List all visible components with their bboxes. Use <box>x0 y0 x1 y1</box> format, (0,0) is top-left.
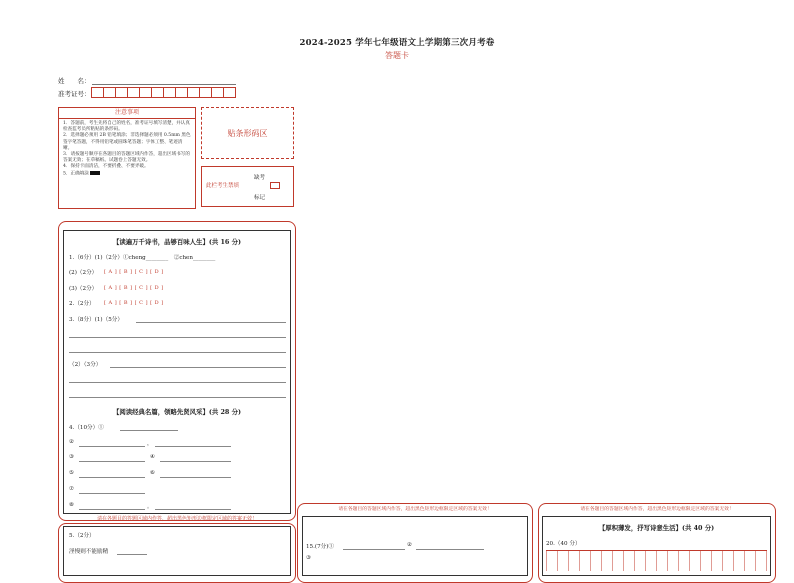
q20-label: 20.（40 分） <box>546 541 581 547</box>
section1-title: 【读遍万千诗书，品够百味人生】(共 16 分) <box>112 238 242 246</box>
exam-title: 2024-2025 学年七年级语文上学期第三次月考卷 <box>299 38 495 48</box>
answer-line[interactable] <box>69 337 286 338</box>
answer-line[interactable] <box>136 322 286 323</box>
notice-item: 3．请按题号顺序在各题目的答题区域内作答，超出区域书写的答案无效；在草稿纸、试题卷上答题无效。 <box>63 152 190 164</box>
answer-line[interactable] <box>155 509 231 510</box>
answer-sheet-label: 答题卡 <box>385 51 409 60</box>
right-boundary-warning: 请在各题目的答题区域内作答，超出黑色矩形边框限定区域的答案无效！ <box>580 507 734 512</box>
answer-line[interactable] <box>79 493 145 494</box>
answer-line[interactable] <box>79 446 145 447</box>
answer-line[interactable] <box>343 549 405 550</box>
answer-line[interactable] <box>69 382 286 383</box>
section2-title: 【阅读经典名篇，领略先贤风采】(共 28 分) <box>112 408 242 416</box>
q3-label: 3.（8分）(1)（5分） <box>69 317 123 323</box>
composition-grid[interactable] <box>546 550 767 571</box>
q1-2-label: (2)（2分） <box>69 270 98 276</box>
answer-line[interactable] <box>155 446 231 447</box>
notice-item: 2．选择题必须用 2B 铅笔填涂；非选择题必须用 0.5mm 黑色签字笔答题，不得用铅笔或圆珠笔答题；字体工整、笔迹清晰。 <box>63 133 191 151</box>
q4-blank-7: ⑦ <box>69 486 75 492</box>
q4-period: 。 <box>147 504 153 510</box>
barcode-label: 贴条形码区 <box>227 128 268 138</box>
middle-boundary-warning: 请在各题目的答题区域内作答，超出黑色矩形边框限定区域的答案无效！ <box>338 507 492 512</box>
fill-sample-mark <box>90 171 100 175</box>
boundary-warning: 请在各题目的答题区域内作答，超出黑色矩形边框限定区域的答案无效！ <box>96 516 257 522</box>
absent-notice: 此栏考生禁填 <box>206 183 240 189</box>
q1-text: 1.（6分）(1)（2分）①cheng________ ②chen________ <box>69 255 216 261</box>
absent-box <box>201 166 294 207</box>
notice-item: 4．保持卡面清洁，不要折叠、不要弄破。 <box>63 164 149 170</box>
answer-line[interactable] <box>69 397 286 398</box>
composition-title: 【厚积薄发，抒写诗意生活】(共 40 分) <box>598 524 715 532</box>
answer-line[interactable] <box>120 430 178 431</box>
q1-3-choices[interactable]: [ A ] [ B ] [ C ] [ D ] <box>104 285 164 291</box>
q15-blank-3: ③ <box>306 555 312 561</box>
q4-blank-2: ② <box>69 439 75 445</box>
q1-2-choices[interactable]: [ A ] [ B ] [ C ] [ D ] <box>104 269 164 275</box>
answer-line[interactable] <box>79 477 145 478</box>
barcode-area <box>201 107 294 159</box>
absent-label-1: 缺考 <box>254 175 266 181</box>
answer-line[interactable] <box>69 352 286 353</box>
q4-blank-5: ⑤ <box>69 470 75 476</box>
q3-2-label: （2）（3分） <box>69 362 102 368</box>
q4-blank-6: ⑥ <box>150 470 156 476</box>
name-field[interactable] <box>92 76 236 85</box>
answer-line[interactable] <box>117 554 147 555</box>
q4-blank-8: ⑧ <box>69 502 75 508</box>
id-label: 准考证号： <box>58 90 91 98</box>
middle-answer-frame <box>302 516 528 576</box>
q15-label: 15.(7分)① <box>306 544 335 550</box>
q4-comma: ， <box>147 441 153 447</box>
notice-item: 5．正确填涂 <box>63 171 89 177</box>
answer-line[interactable] <box>110 367 286 368</box>
notice-item: 1．答题前，考生先将自己的姓名，准考证号填写清楚，并认真检查监考员所粘贴的条形码。 <box>63 121 190 133</box>
answer-line[interactable] <box>160 477 231 478</box>
notice-title: 注意事项 <box>59 108 195 119</box>
q1-3-label: (3)（2分） <box>69 286 98 292</box>
q5-text: 淫慢则不能励精 <box>69 549 109 555</box>
q2-label: 2.（2分） <box>69 301 95 307</box>
name-label: 姓 名： <box>58 77 91 85</box>
answer-line[interactable] <box>416 549 484 550</box>
q4-blank-4: ④ <box>150 454 156 460</box>
notice-box <box>58 107 196 209</box>
answer-line[interactable] <box>160 461 231 462</box>
q15-blank-2: ② <box>407 542 413 548</box>
absent-label-2: 标记 <box>254 195 266 201</box>
q4-label: 4.（10分）① <box>69 425 104 431</box>
answer-line[interactable] <box>79 461 145 462</box>
id-number-boxes[interactable] <box>91 87 236 98</box>
absent-mark-box[interactable] <box>270 182 280 189</box>
q4-blank-3: ③ <box>69 454 75 460</box>
q2-choices[interactable]: [ A ] [ B ] [ C ] [ D ] <box>104 300 164 306</box>
q5-label: 5.（2分） <box>69 533 95 539</box>
answer-line[interactable] <box>79 509 145 510</box>
